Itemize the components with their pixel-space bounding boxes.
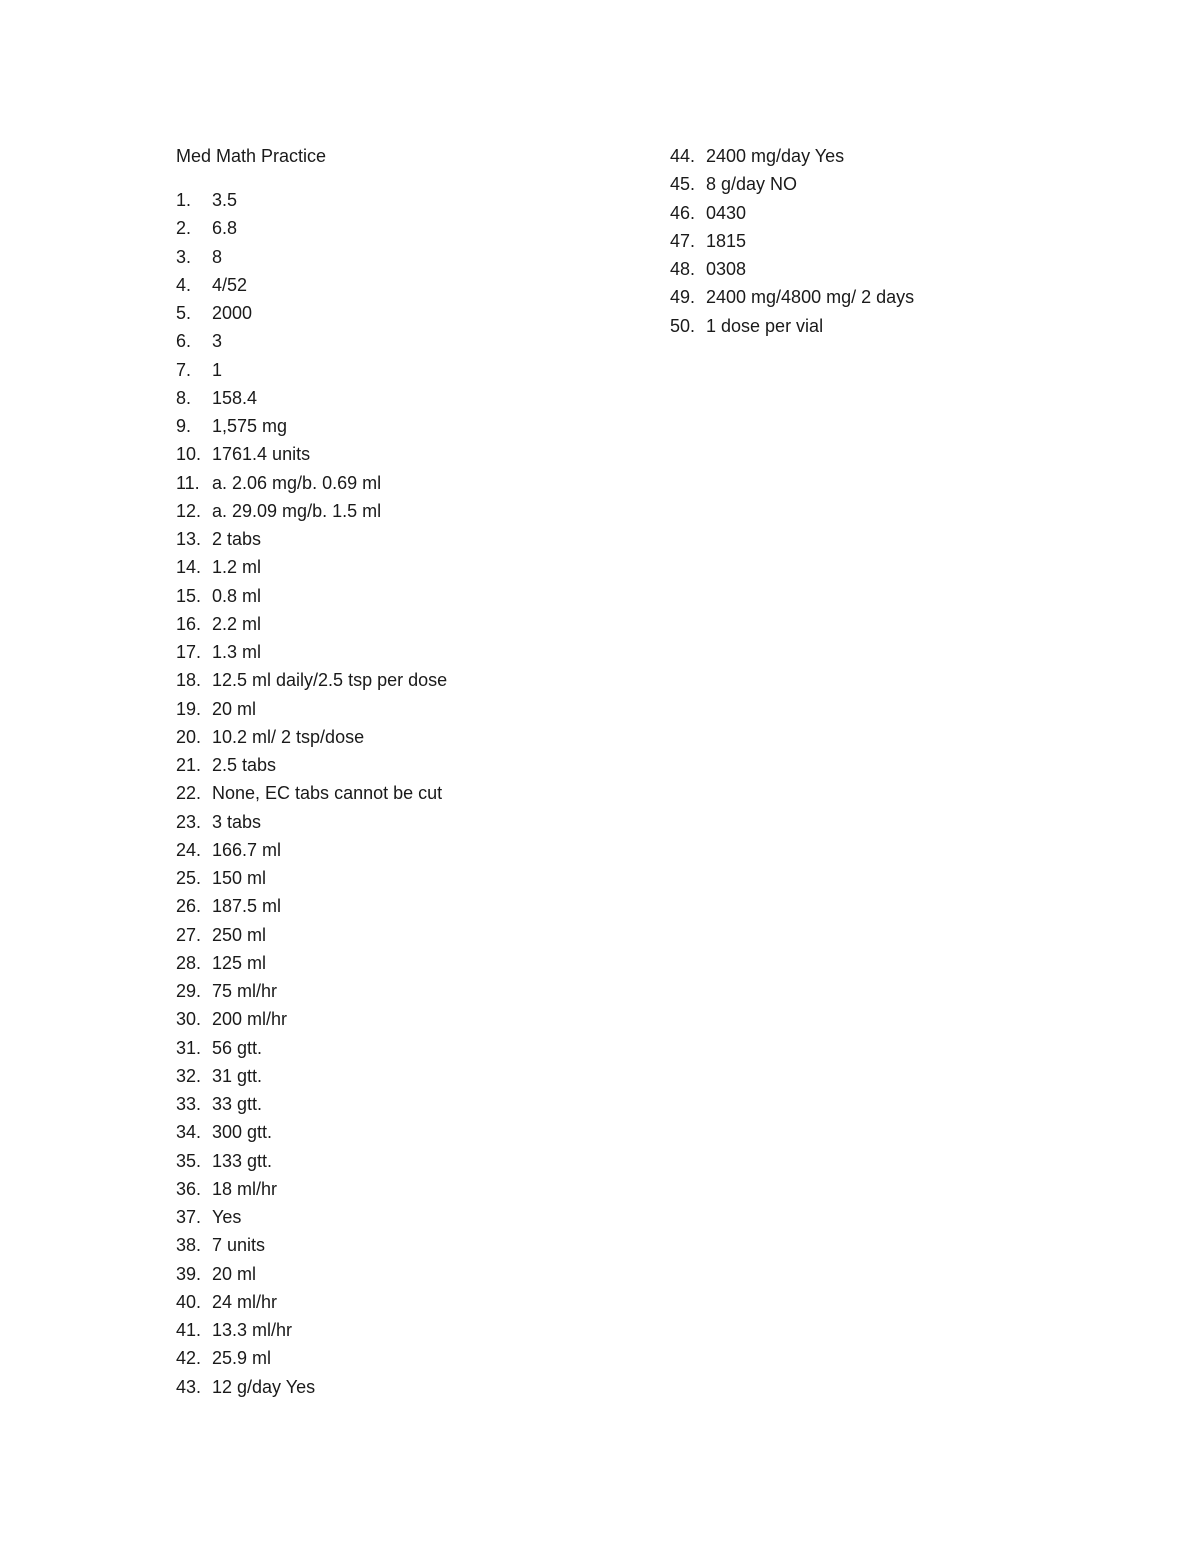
- item-number: 9.: [176, 416, 192, 436]
- list-item: [670, 228, 914, 256]
- item-number: 11.: [176, 472, 200, 493]
- item-answer: 187.5 ml: [212, 896, 282, 917]
- list-item: [176, 1261, 447, 1289]
- item-number: 14.: [176, 557, 202, 578]
- list-item: [176, 724, 447, 752]
- list-item: [176, 413, 447, 441]
- item-answer: 158.4: [212, 387, 258, 408]
- list-item: [176, 328, 447, 356]
- item-number: 29.: [176, 981, 202, 1001]
- item-number: 37.: [176, 1207, 202, 1227]
- list-item: [176, 554, 447, 582]
- list-item: [176, 498, 447, 526]
- item-answer: 2.5 tabs: [212, 755, 277, 775]
- item-number: 7.: [176, 359, 192, 380]
- item-answer: 2.2 ml: [212, 613, 262, 634]
- item-number: 12.: [176, 500, 202, 521]
- item-answer: 56 gtt.: [212, 1037, 263, 1058]
- answer-list-right: [670, 143, 914, 341]
- list-item: [176, 893, 447, 921]
- item-answer: 150 ml: [212, 868, 267, 888]
- item-answer: 31 gtt.: [212, 1065, 263, 1086]
- list-item: [176, 441, 447, 469]
- item-answer: 13.3 ml/hr: [212, 1320, 293, 1340]
- item-answer: 1,575 mg: [212, 416, 288, 436]
- item-number: 13.: [176, 529, 202, 549]
- item-answer: 0430: [706, 202, 747, 223]
- list-item: [176, 667, 447, 695]
- list-item: [176, 300, 447, 328]
- item-number: 50.: [670, 315, 696, 336]
- list-item: [176, 978, 447, 1006]
- item-answer: 1815: [706, 230, 747, 251]
- item-answer: 0.8 ml: [212, 585, 262, 606]
- item-answer: 12 g/day Yes: [212, 1376, 316, 1397]
- item-number: 28.: [176, 952, 202, 973]
- item-answer: a. 2.06 mg/b. 0.69 ml: [212, 472, 382, 493]
- item-answer: 25.9 ml: [212, 1348, 272, 1369]
- item-number: 8.: [176, 387, 192, 408]
- list-item: [176, 639, 447, 667]
- list-item: [176, 696, 447, 724]
- item-number: 48.: [670, 259, 696, 279]
- item-number: 33.: [176, 1094, 202, 1114]
- item-answer: 125 ml: [212, 952, 267, 973]
- item-number: 30.: [176, 1009, 202, 1030]
- document-title: Med Math Practice: [176, 146, 327, 166]
- list-item: [176, 1176, 447, 1204]
- item-answer: Yes: [212, 1207, 242, 1227]
- item-number: 16.: [176, 613, 202, 634]
- item-answer: 166.7 ml: [212, 839, 282, 860]
- list-item: [670, 143, 914, 171]
- list-item: [176, 1119, 447, 1147]
- list-item: [670, 256, 914, 284]
- item-answer: 20 ml: [212, 698, 257, 719]
- item-number: 20.: [176, 726, 202, 747]
- item-answer: 7 units: [212, 1235, 266, 1256]
- item-number: 42.: [176, 1348, 202, 1369]
- item-answer: 1: [212, 359, 223, 380]
- item-answer: 2400 mg/4800 mg/ 2 days: [706, 287, 915, 308]
- item-number: 6.: [176, 331, 192, 352]
- item-number: 49.: [670, 287, 696, 308]
- item-answer: 300 gtt.: [212, 1122, 273, 1143]
- list-item: [176, 1091, 447, 1119]
- item-answer: 133 gtt.: [212, 1150, 273, 1171]
- list-item: [176, 922, 447, 950]
- item-number: 17.: [176, 642, 202, 662]
- item-answer: 200 ml/hr: [212, 1009, 288, 1030]
- list-item: [176, 837, 447, 865]
- list-item: [670, 284, 914, 312]
- list-item: [176, 187, 447, 215]
- item-number: 41.: [176, 1320, 202, 1340]
- item-answer: 18 ml/hr: [212, 1178, 278, 1199]
- list-item: [176, 611, 447, 639]
- list-item: [176, 1345, 447, 1373]
- item-answer: 24 ml/hr: [212, 1291, 278, 1312]
- item-answer: 2 tabs: [212, 529, 262, 549]
- list-item: [670, 171, 914, 199]
- list-item: [176, 752, 447, 780]
- item-number: 25.: [176, 868, 202, 888]
- list-item: [176, 1035, 447, 1063]
- answer-list-left: [176, 187, 447, 1402]
- list-item: [176, 526, 447, 554]
- item-answer: 20 ml: [212, 1263, 257, 1284]
- item-answer: 75 ml/hr: [212, 981, 278, 1001]
- item-answer: 1761.4 units: [212, 444, 311, 465]
- item-answer: 1.3 ml: [212, 642, 262, 662]
- item-number: 10.: [176, 444, 202, 465]
- list-item: [176, 1289, 447, 1317]
- item-answer: 1 dose per vial: [706, 315, 824, 336]
- list-item: [176, 1232, 447, 1260]
- list-item: [670, 200, 914, 228]
- item-number: 19.: [176, 698, 202, 719]
- item-number: 46.: [670, 202, 696, 223]
- item-number: 40.: [176, 1291, 202, 1312]
- item-number: 22.: [176, 783, 202, 804]
- item-number: 21.: [176, 755, 202, 775]
- list-item: [176, 470, 447, 498]
- list-item: [176, 385, 447, 413]
- list-item: [176, 272, 447, 300]
- item-number: 18.: [176, 670, 202, 691]
- item-number: 39.: [176, 1263, 202, 1284]
- item-number: 32.: [176, 1065, 202, 1086]
- item-number: 47.: [670, 230, 696, 251]
- item-number: 43.: [176, 1376, 202, 1397]
- list-item: [176, 1148, 447, 1176]
- item-number: 34.: [176, 1122, 202, 1143]
- item-number: 15.: [176, 585, 202, 606]
- item-answer: 3.5: [212, 190, 238, 210]
- list-item: [176, 1374, 447, 1402]
- item-answer: 250 ml: [212, 924, 267, 945]
- item-answer: 2000: [212, 303, 253, 323]
- item-answer: None, EC tabs cannot be cut: [212, 783, 443, 804]
- item-answer: 2400 mg/day Yes: [706, 146, 845, 166]
- list-item: [176, 215, 447, 243]
- list-item: [176, 809, 447, 837]
- item-number: 31.: [176, 1037, 202, 1058]
- item-number: 2.: [176, 218, 192, 239]
- item-number: 27.: [176, 924, 202, 945]
- item-number: 24.: [176, 839, 202, 860]
- item-number: 44.: [670, 146, 696, 166]
- item-number: 3.: [176, 246, 192, 267]
- list-item: [176, 583, 447, 611]
- list-item: [670, 313, 914, 341]
- item-answer: 12.5 ml daily/2.5 tsp per dose: [212, 670, 448, 691]
- item-answer: 8: [212, 246, 223, 267]
- item-answer: a. 29.09 mg/b. 1.5 ml: [212, 500, 382, 521]
- item-answer: 0308: [706, 259, 747, 279]
- list-item: [176, 780, 447, 808]
- list-item: [176, 357, 447, 385]
- item-answer: 3: [212, 331, 223, 352]
- item-answer: 10.2 ml/ 2 tsp/dose: [212, 726, 365, 747]
- list-item: [176, 1204, 447, 1232]
- list-item: [176, 244, 447, 272]
- list-item: [176, 950, 447, 978]
- item-number: 1.: [176, 190, 192, 210]
- item-number: 4.: [176, 274, 192, 295]
- item-number: 23.: [176, 811, 202, 832]
- item-number: 35.: [176, 1150, 202, 1171]
- item-answer: 3 tabs: [212, 811, 262, 832]
- item-number: 26.: [176, 896, 202, 917]
- item-answer: 8 g/day NO: [706, 174, 798, 195]
- item-number: 45.: [670, 174, 696, 195]
- item-answer: 4/52: [212, 274, 248, 295]
- item-number: 36.: [176, 1178, 202, 1199]
- list-item: [176, 1317, 447, 1345]
- item-number: 5.: [176, 303, 192, 323]
- list-item: [176, 1063, 447, 1091]
- item-number: 38.: [176, 1235, 202, 1256]
- list-item: [176, 865, 447, 893]
- item-answer: 33 gtt.: [212, 1094, 263, 1114]
- item-answer: 6.8: [212, 218, 238, 239]
- list-item: [176, 1006, 447, 1034]
- item-answer: 1.2 ml: [212, 557, 262, 578]
